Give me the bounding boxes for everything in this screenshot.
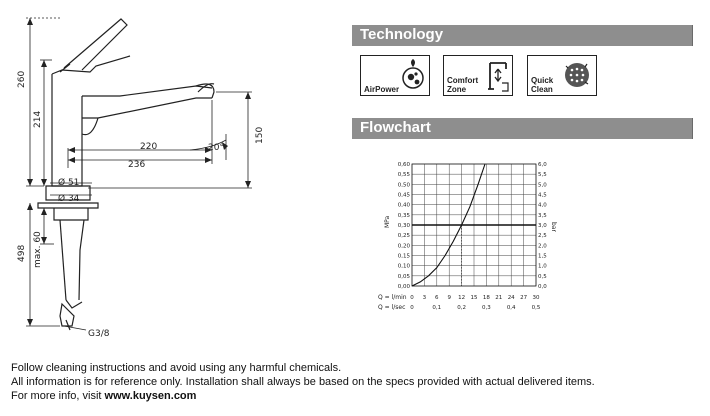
flowchart-header (352, 118, 693, 139)
y-tick-left: 0,35 (397, 212, 410, 219)
airpower-icon (399, 58, 429, 90)
y-tick-right: 1,0 (538, 263, 547, 270)
y-tick-right: 0,5 (538, 273, 547, 280)
x-tick-lmin: 12 (458, 295, 466, 301)
y-tick-right: 6,0 (538, 162, 547, 168)
website-link[interactable]: www.kuysen.com (104, 390, 197, 402)
x-tick-lmin: 15 (470, 295, 478, 301)
technology-header (352, 25, 693, 46)
dim-connection: G3/8 (88, 329, 110, 339)
footer-cleaning-note: Follow cleaning instructions and avoid using any harmful chemicals. (11, 362, 342, 374)
y-tick-left: 0,15 (397, 253, 410, 260)
x-tick-lmin: 9 (447, 295, 451, 301)
technology-title: Technology (360, 26, 444, 43)
y-tick-right: 3,0 (538, 223, 547, 229)
x-tick-lsec: 0,5 (531, 305, 541, 311)
y-axis-unit-mpa: MPa (384, 215, 391, 228)
y-tick-right: 1,5 (538, 253, 547, 260)
quick-clean-icon (562, 60, 592, 90)
airpower-badge (360, 55, 430, 96)
footer-more-info (11, 390, 196, 402)
y-tick-right: 3,5 (538, 212, 547, 219)
dim-total-height: 260 (17, 70, 27, 88)
flowchart-chart (370, 156, 590, 316)
y-tick-left: 0,60 (397, 162, 410, 168)
y-tick-left: 0,50 (397, 182, 410, 189)
x-row-label-lsec: Q = l/sec (378, 304, 406, 311)
x-tick-lmin: 27 (520, 295, 528, 301)
x-tick-lmin: 21 (495, 295, 503, 301)
comfort-zone-icon (486, 59, 510, 93)
footer-reference-note: All information is for reference only. Installation shall always be based on the specs provided with actual delivered items. (11, 376, 595, 388)
x-tick-lmin: 30 (532, 295, 540, 301)
airpower-label: AirPower (364, 85, 400, 94)
x-tick-lsec: 0,1 (432, 305, 442, 311)
dim-max-thickness: max. 60 (33, 231, 43, 268)
dim-base-diameter: Ø 51 (58, 178, 80, 188)
technical-drawing (0, 0, 350, 345)
comfort-zone-label-2: Zone (447, 85, 467, 94)
y-tick-left: 0,00 (397, 284, 410, 290)
y-tick-right: 4,0 (538, 202, 547, 209)
y-tick-left: 0,05 (397, 273, 410, 280)
x-tick-lsec: 0,2 (457, 305, 466, 311)
y-tick-left: 0,10 (397, 263, 410, 270)
x-tick-lmin: 18 (482, 295, 490, 301)
flowchart-title: Flowchart (360, 119, 431, 136)
x-tick-lsec: 0 (410, 305, 414, 311)
dim-reach-a: 220 (140, 142, 158, 152)
dim-reach-b: 236 (128, 160, 146, 170)
x-tick-lmin: 3 (422, 295, 427, 301)
y-tick-left: 0,45 (397, 192, 410, 199)
y-tick-right: 0,0 (538, 284, 547, 290)
footer-more-info-prefix: For more info, visit (11, 390, 105, 402)
x-tick-lsec: 0,4 (506, 305, 516, 311)
dim-body-height: 214 (33, 110, 43, 128)
comfort-zone-label-1: Comfort (447, 76, 479, 85)
y-tick-right: 5,5 (538, 172, 547, 179)
quick-clean-badge (527, 55, 597, 96)
x-row-label-lmin: Q = l/min (378, 294, 407, 301)
y-tick-left: 0,40 (397, 202, 410, 209)
dim-spout-height: 150 (255, 126, 265, 144)
comfort-zone-badge (443, 55, 513, 96)
y-tick-right: 2,0 (538, 243, 547, 250)
dim-hole-diameter: Ø 34 (58, 194, 80, 204)
quick-clean-label-2: Clean (531, 85, 553, 94)
y-tick-left: 0,30 (397, 223, 410, 229)
x-tick-lmin: 24 (507, 295, 515, 301)
dim-hose-length: 498 (17, 244, 27, 262)
x-tick-lmin: 0 (410, 295, 414, 301)
y-tick-right: 4,5 (538, 192, 547, 199)
y-tick-left: 0,55 (397, 172, 410, 179)
y-tick-left: 0,20 (397, 243, 410, 250)
y-axis-unit-bar: bar (550, 222, 557, 232)
x-tick-lmin: 6 (435, 295, 439, 301)
y-tick-right: 5,0 (538, 182, 547, 189)
x-tick-lsec: 0,3 (482, 305, 491, 311)
y-tick-right: 2,5 (538, 233, 547, 240)
dim-swivel: 20° (208, 143, 224, 153)
quick-clean-label-1: Quick (531, 76, 554, 85)
y-tick-left: 0,25 (397, 233, 410, 240)
